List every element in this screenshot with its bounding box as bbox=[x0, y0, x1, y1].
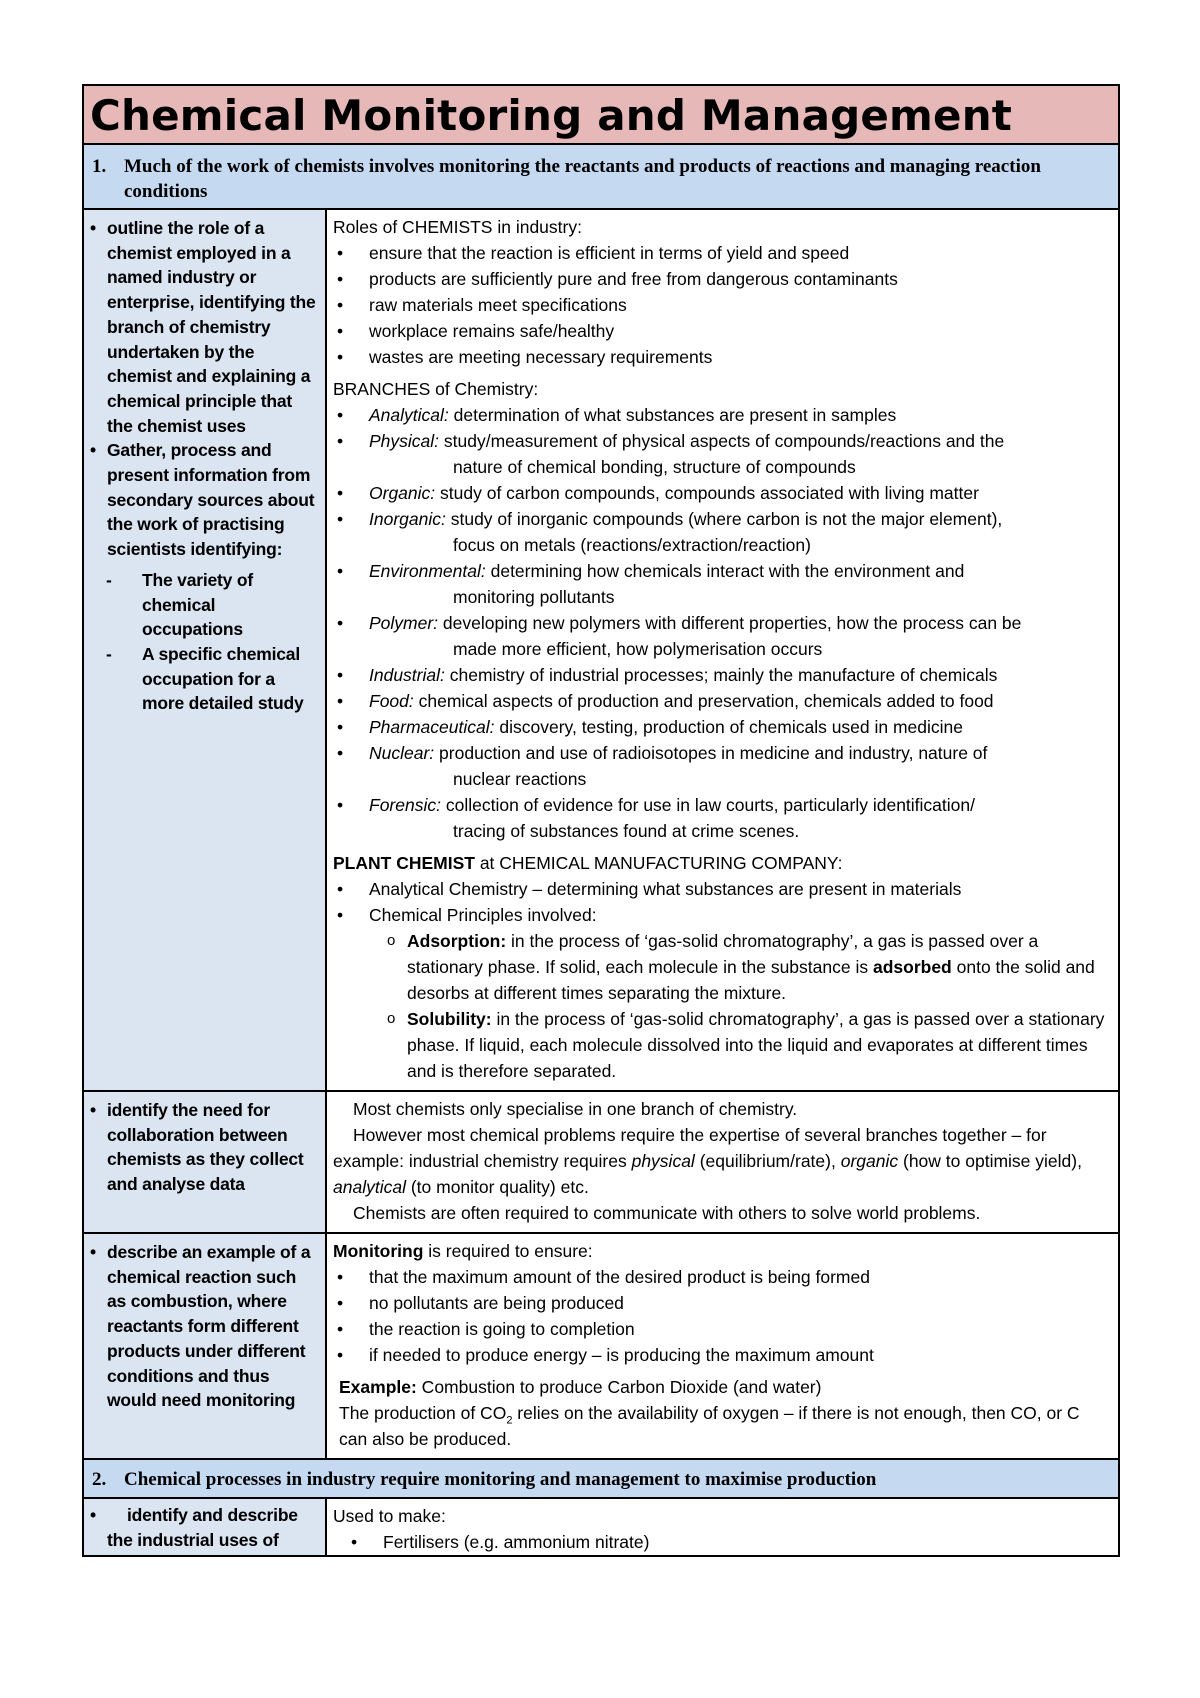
table-row bbox=[83, 1498, 1119, 1556]
list-item: • Organic: study of carbon compounds, compounds associated with living matter bbox=[333, 480, 1112, 506]
list-item: • Forensic: collection of evidence for use in law courts, particularly identification/ tracing of substances found at crime scenes. bbox=[333, 792, 1112, 844]
paragraph: Example: Combustion to produce Carbon Dioxide (and water) bbox=[339, 1377, 822, 1397]
list-item: • Physical: study/measurement of physical aspects of compounds/reactions and the nature of chemical bonding, structure of compounds bbox=[333, 428, 1112, 480]
table-row bbox=[83, 1233, 1119, 1459]
circle-bullet-icon: o bbox=[387, 932, 396, 949]
bullet-icon: • bbox=[337, 879, 344, 899]
bullet-icon: • bbox=[90, 1505, 96, 1525]
bullet-icon: • bbox=[337, 665, 344, 685]
paragraph: Most chemists only specialise in one branch of chemistry. bbox=[353, 1099, 798, 1119]
list-item: • that the maximum amount of the desired product is being formed bbox=[333, 1264, 1112, 1290]
notes-cell bbox=[326, 1091, 1119, 1233]
syllabus-cell bbox=[83, 209, 326, 1091]
bullet-icon: • bbox=[337, 405, 344, 425]
section-1-header bbox=[83, 144, 1119, 209]
branches-heading: BRANCHES of Chemistry: bbox=[333, 379, 539, 399]
bullet-icon: • bbox=[337, 613, 344, 633]
list-item: • products are sufficiently pure and free from dangerous contaminants bbox=[333, 266, 1112, 292]
notes-table bbox=[82, 84, 1120, 1557]
syllabus-subpoint: - A specific chemical occupation for a more detailed study bbox=[106, 643, 304, 714]
syllabus-point: • identify the need for collaboration between chemists as they collect and analyse data bbox=[90, 1100, 304, 1195]
notes-cell bbox=[326, 1233, 1119, 1459]
roles-list bbox=[333, 240, 1112, 370]
syllabus-point: • describe an example of a chemical reaction such as combustion, where reactants form different products under different conditions and thus would need monitoring bbox=[90, 1242, 311, 1411]
bullet-icon: • bbox=[337, 691, 344, 711]
bullet-icon: • bbox=[337, 717, 344, 737]
section-heading: Chemical processes in industry require monitoring and management to maximise production bbox=[124, 1469, 877, 1490]
principles-list bbox=[333, 928, 1112, 1084]
bullet-icon: • bbox=[90, 218, 96, 238]
bullet-icon: • bbox=[337, 483, 344, 503]
list-item: • Pharmaceutical: discovery, testing, production of chemicals used in medicine bbox=[333, 714, 1112, 740]
title-cell bbox=[83, 85, 1119, 144]
list-item: • wastes are meeting necessary requirements bbox=[333, 344, 1112, 370]
bullet-icon: • bbox=[337, 347, 344, 367]
bullet-icon: • bbox=[351, 1532, 358, 1552]
paragraph: Monitoring is required to ensure: bbox=[333, 1241, 593, 1261]
notes-cell bbox=[326, 1498, 1119, 1556]
list-item: • Environmental: determining how chemicals interact with the environment and monitoring pollutants bbox=[333, 558, 1112, 610]
section-number: 1. bbox=[92, 156, 107, 177]
list-item: • Inorganic: study of inorganic compounds (where carbon is not the major element), focus on metals (reactions/extraction/reaction) bbox=[333, 506, 1112, 558]
monitoring-list bbox=[333, 1264, 1112, 1368]
paragraph: The production of $CO_2$ relies on the availability of oxygen – if there is not enough, then CO, or C can also be produced. bbox=[339, 1403, 1080, 1449]
list-item: • Nuclear: production and use of radioisotopes in medicine and industry, nature of nuclear reactions bbox=[333, 740, 1112, 792]
bullet-icon: • bbox=[337, 321, 344, 341]
bullet-icon: • bbox=[337, 243, 344, 263]
section-2-header bbox=[83, 1459, 1119, 1498]
bullet-icon: • bbox=[337, 1267, 344, 1287]
notes-cell bbox=[326, 209, 1119, 1091]
list-item: • the reaction is going to completion bbox=[333, 1316, 1112, 1342]
syllabus-subpoint: - The variety of chemical occupations bbox=[106, 569, 253, 640]
list-item: • Chemical Principles involved: bbox=[333, 902, 1112, 928]
bullet-icon: • bbox=[337, 269, 344, 289]
section-heading: Much of the work of chemists involves monitoring the reactants and products of reactions and managing reaction conditions bbox=[124, 156, 1041, 202]
bullet-icon: • bbox=[337, 905, 344, 925]
syllabus-cell bbox=[83, 1091, 326, 1233]
plant-list bbox=[333, 876, 1112, 928]
list-item: • Analytical: determination of what substances are present in samples bbox=[333, 402, 1112, 428]
circle-bullet-icon: o bbox=[387, 1010, 396, 1027]
list-item: o Solubility: in the process of ‘gas-solid chromatography’, a gas is passed over a stationary phase. If liquid, each molecule dissolved into the liquid and evaporates at different times and is therefore separated. bbox=[369, 1006, 1112, 1084]
branches-list bbox=[333, 402, 1112, 844]
paragraph: Chemists are often required to communicate with others to solve world problems. bbox=[353, 1203, 981, 1223]
list-item: • Polymer: developing new polymers with different properties, how the process can be made more efficient, how polymerisation occurs bbox=[333, 610, 1112, 662]
syllabus-cell bbox=[83, 1233, 326, 1459]
bullet-icon: • bbox=[90, 1242, 96, 1262]
list-item: • if needed to produce energy – is producing the maximum amount bbox=[333, 1342, 1112, 1368]
roles-heading: Roles of CHEMISTS in industry: bbox=[333, 217, 582, 237]
bullet-icon: • bbox=[90, 1100, 96, 1120]
list-item: • Food: chemical aspects of production and preservation, chemicals added to food bbox=[333, 688, 1112, 714]
list-item: • ensure that the reaction is efficient in terms of yield and speed bbox=[333, 240, 1112, 266]
list-item: • no pollutants are being produced bbox=[333, 1290, 1112, 1316]
list-item: • workplace remains safe/healthy bbox=[333, 318, 1112, 344]
list-item: • Industrial: chemistry of industrial processes; mainly the manufacture of chemicals bbox=[333, 662, 1112, 688]
bullet-icon: • bbox=[337, 509, 344, 529]
bullet-icon: • bbox=[337, 795, 344, 815]
bullet-icon: • bbox=[337, 743, 344, 763]
page-title: Chemical Monitoring and Management bbox=[90, 91, 1013, 140]
list-item: • Analytical Chemistry – determining what substances are present in materials bbox=[333, 876, 1112, 902]
bullet-icon: • bbox=[337, 561, 344, 581]
bullet-icon: • bbox=[337, 431, 344, 451]
list-item: • raw materials meet specifications bbox=[333, 292, 1112, 318]
list-item: o Adsorption: in the process of ‘gas-solid chromatography’, a gas is passed over a stationary phase. If solid, each molecule in the substance is adsorbed onto the solid and desorbs at different times separating the mixture. bbox=[369, 928, 1112, 1006]
uses-list bbox=[333, 1529, 1112, 1555]
table-row bbox=[83, 209, 1119, 1091]
syllabus-point: • Gather, process and present information from secondary sources about the work of practising scientists identifying: bbox=[90, 440, 315, 560]
section-number: 2. bbox=[92, 1469, 107, 1490]
syllabus-cell bbox=[83, 1498, 326, 1556]
dash-icon: - bbox=[106, 643, 112, 664]
bullet-icon: • bbox=[337, 1319, 344, 1339]
list-item: • Fertilisers (e.g. ammonium nitrate) bbox=[333, 1529, 1112, 1555]
bullet-icon: • bbox=[337, 295, 344, 315]
dash-icon: - bbox=[106, 569, 112, 590]
plant-chemist-heading: PLANT CHEMIST at CHEMICAL MANUFACTURING COMPANY: bbox=[333, 853, 843, 873]
bullet-icon: • bbox=[337, 1345, 344, 1365]
paragraph: Used to make: bbox=[333, 1506, 446, 1526]
syllabus-point: • identify and describe the industrial uses of bbox=[90, 1505, 298, 1550]
bullet-icon: • bbox=[90, 440, 96, 461]
table-row bbox=[83, 1091, 1119, 1233]
bullet-icon: • bbox=[337, 1293, 344, 1313]
syllabus-point: • outline the role of a chemist employed in a named industry or enterprise, identifying the branch of chemistry undertaken by the chemist and explaining a chemical principle that the chemist uses bbox=[90, 218, 316, 436]
paragraph: However most chemical problems require the expertise of several branches together – for example: industrial chemistry requires physical (equilibrium/rate), organic (how to optimise yield), analytical (to monitor quality) etc. bbox=[333, 1125, 1082, 1197]
